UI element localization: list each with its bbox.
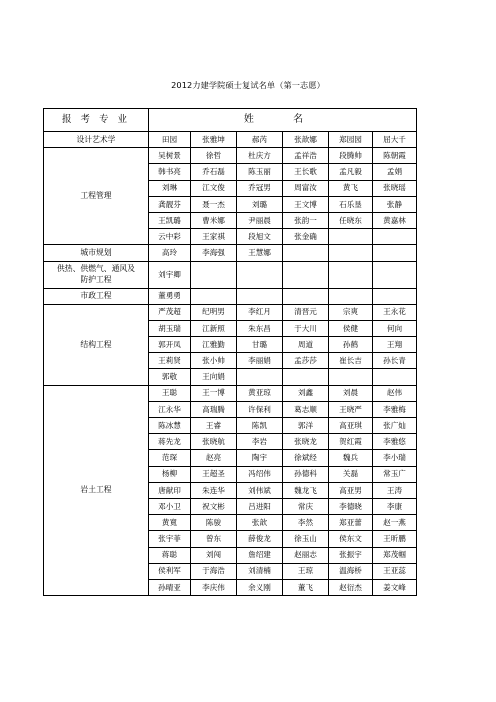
table-row xyxy=(44,245,461,261)
major-line: 防护工程 xyxy=(80,274,112,284)
name-cell: 尹丽晨 xyxy=(237,212,283,228)
name-cell: 高亚男 xyxy=(329,482,373,498)
name-cell: 石乐垦 xyxy=(329,196,373,212)
name-cell: 葛志顺 xyxy=(283,401,329,417)
blank-cell xyxy=(417,304,461,320)
name-cell: 孙晴亚 xyxy=(149,579,191,595)
name-cell: 温海桥 xyxy=(329,563,373,579)
blank-cell xyxy=(417,148,461,164)
blank-cell xyxy=(417,434,461,450)
name-cell: 江雅勤 xyxy=(191,337,237,353)
name-cell: 何向 xyxy=(373,320,417,336)
name-cell: 江新照 xyxy=(191,320,237,336)
table-row xyxy=(44,261,461,288)
name-cell: 周道 xyxy=(283,337,329,353)
header-names: 姓 名 xyxy=(149,109,417,132)
candidate-table xyxy=(43,108,461,596)
blank-cell xyxy=(417,180,461,196)
name-cell: 黄嘉林 xyxy=(373,212,417,228)
blank-cell xyxy=(417,466,461,482)
name-cell: 侯东文 xyxy=(329,531,373,547)
name-cell: 李然 xyxy=(283,515,329,531)
name-cell: 徐哲 xyxy=(191,148,237,164)
name-cell xyxy=(237,369,283,385)
name-cell: 周富汝 xyxy=(283,180,329,196)
name-cell: 陈骏 xyxy=(191,515,237,531)
name-cell: 孙鹤 xyxy=(329,337,373,353)
name-cell: 段腾帅 xyxy=(329,148,373,164)
blank-cell xyxy=(417,369,461,385)
name-cell: 韩书亮 xyxy=(149,164,191,180)
name-cell: 崔长吉 xyxy=(329,353,373,369)
major-line: 供热、供燃气、通风及 xyxy=(57,263,135,273)
name-cell: 陈朝霞 xyxy=(373,148,417,164)
name-cell: 李丽娟 xyxy=(237,353,283,369)
name-cell: 纪明男 xyxy=(191,304,237,320)
blank-cell xyxy=(417,261,461,288)
name-cell: 魏兵 xyxy=(329,450,373,466)
blank-cell xyxy=(417,482,461,498)
name-cell: 乔石磊 xyxy=(191,164,237,180)
name-cell: 董勇勇 xyxy=(149,288,191,304)
major-cell: 工程管理 xyxy=(44,148,149,245)
name-cell: 李康 xyxy=(373,498,417,514)
name-cell: 范琛 xyxy=(149,450,191,466)
name-cell: 赵伟 xyxy=(373,385,417,401)
name-cell: 聂一杰 xyxy=(191,196,237,212)
blank-cell xyxy=(417,515,461,531)
name-cell: 冯绍伟 xyxy=(237,466,283,482)
name-cell: 薛俊龙 xyxy=(237,531,283,547)
name-cell: 张振宇 xyxy=(329,547,373,563)
table-row xyxy=(44,132,461,148)
name-cell: 陈冰慧 xyxy=(149,418,191,434)
name-cell: 詹绍建 xyxy=(237,547,283,563)
name-cell xyxy=(283,261,329,288)
name-cell: 张晓龙 xyxy=(283,434,329,450)
name-cell: 蒋聪 xyxy=(149,547,191,563)
name-cell: 常玉广 xyxy=(373,466,417,482)
name-cell: 王琼 xyxy=(283,563,329,579)
blank-cell xyxy=(417,196,461,212)
major-cell: 岩土工程 xyxy=(44,385,149,595)
name-cell xyxy=(237,261,283,288)
name-cell: 黄寬 xyxy=(149,515,191,531)
name-cell: 王晓严 xyxy=(329,401,373,417)
name-cell: 宗爽 xyxy=(329,304,373,320)
blank-cell xyxy=(417,212,461,228)
name-cell: 张韵一 xyxy=(283,212,329,228)
name-cell: 朱连华 xyxy=(191,482,237,498)
name-cell: 孟凡毅 xyxy=(329,164,373,180)
name-cell: 李红月 xyxy=(237,304,283,320)
blank-cell xyxy=(417,450,461,466)
blank-cell xyxy=(417,563,461,579)
name-cell: 张歆娜 xyxy=(283,132,329,148)
name-cell: 张广灿 xyxy=(373,418,417,434)
name-cell: 朱东昌 xyxy=(237,320,283,336)
name-cell: 王翔 xyxy=(373,337,417,353)
name-cell: 王永花 xyxy=(373,304,417,320)
blank-cell xyxy=(417,288,461,304)
name-cell: 孟娟 xyxy=(373,164,417,180)
blank-cell xyxy=(417,353,461,369)
name-cell: 李岩 xyxy=(237,434,283,450)
name-cell xyxy=(191,288,237,304)
name-cell: 余义刚 xyxy=(237,579,283,595)
name-cell: 李海强 xyxy=(191,245,237,261)
name-cell xyxy=(329,261,373,288)
blank-cell xyxy=(417,418,461,434)
name-cell: 张宇菲 xyxy=(149,531,191,547)
name-cell: 田园 xyxy=(149,132,191,148)
header-row xyxy=(44,109,461,132)
major-cell: 市政工程 xyxy=(44,288,149,304)
name-cell: 龚靓芬 xyxy=(149,196,191,212)
name-cell: 屈大千 xyxy=(373,132,417,148)
name-cell: 陈玉丽 xyxy=(237,164,283,180)
name-cell: 任晓东 xyxy=(329,212,373,228)
name-cell: 黄飞 xyxy=(329,180,373,196)
name-cell: 徐斌经 xyxy=(283,450,329,466)
name-cell: 严茂超 xyxy=(149,304,191,320)
blank-cell xyxy=(417,385,461,401)
blank-cell xyxy=(417,337,461,353)
name-cell xyxy=(329,245,373,261)
blank-cell xyxy=(417,132,461,148)
name-cell: 乔冠男 xyxy=(237,180,283,196)
name-cell xyxy=(191,261,237,288)
name-cell: 邓小卫 xyxy=(149,498,191,514)
name-cell: 常庆 xyxy=(283,498,329,514)
name-cell: 江文俊 xyxy=(191,180,237,196)
name-cell: 王莉贤 xyxy=(149,353,191,369)
name-cell: 赵亮 xyxy=(191,450,237,466)
name-cell: 江永华 xyxy=(149,401,191,417)
name-cell: 吕进阳 xyxy=(237,498,283,514)
name-cell: 郝芮 xyxy=(237,132,283,148)
name-cell: 王一博 xyxy=(191,385,237,401)
name-cell: 王亚蕊 xyxy=(373,563,417,579)
name-cell: 甘璐 xyxy=(237,337,283,353)
table-row xyxy=(44,385,461,401)
name-cell: 张晓瑶 xyxy=(373,180,417,196)
name-cell: 孙德科 xyxy=(283,466,329,482)
name-cell: 赵一燕 xyxy=(373,515,417,531)
name-cell: 于海浩 xyxy=(191,563,237,579)
name-cell: 于大川 xyxy=(283,320,329,336)
name-cell: 王凯璐 xyxy=(149,212,191,228)
name-cell: 王文博 xyxy=(283,196,329,212)
name-cell: 李德晓 xyxy=(329,498,373,514)
blank-cell xyxy=(417,320,461,336)
name-cell: 刘鑫 xyxy=(283,385,329,401)
major-cell: 城市规划 xyxy=(44,245,149,261)
name-cell xyxy=(373,245,417,261)
header-major: 报 考 专 业 xyxy=(44,109,149,132)
major-cell xyxy=(44,261,149,288)
name-cell: 杜庆方 xyxy=(237,148,283,164)
name-cell: 郭开凤 xyxy=(149,337,191,353)
name-cell: 张雅坤 xyxy=(191,132,237,148)
name-cell xyxy=(283,288,329,304)
name-cell: 王向娟 xyxy=(191,369,237,385)
name-cell: 贺红霞 xyxy=(329,434,373,450)
blank-cell xyxy=(417,401,461,417)
name-cell: 许保利 xyxy=(237,401,283,417)
name-cell: 陶宇 xyxy=(237,450,283,466)
name-cell: 赵衍杰 xyxy=(329,579,373,595)
name-cell: 董飞 xyxy=(283,579,329,595)
name-cell: 王聪 xyxy=(149,385,191,401)
name-cell: 王慧娜 xyxy=(237,245,283,261)
blank-cell xyxy=(417,229,461,245)
name-cell: 李雅梅 xyxy=(373,401,417,417)
name-cell xyxy=(329,369,373,385)
name-cell xyxy=(237,288,283,304)
name-cell: 关磊 xyxy=(329,466,373,482)
name-cell: 王超圣 xyxy=(191,466,237,482)
name-cell: 赵丽志 xyxy=(283,547,329,563)
blank-cell xyxy=(417,245,461,261)
major-cell: 设计艺术学 xyxy=(44,132,149,148)
name-cell: 刘晨 xyxy=(329,385,373,401)
name-cell: 王涛 xyxy=(373,482,417,498)
name-cell xyxy=(373,288,417,304)
name-cell: 刘琳 xyxy=(149,180,191,196)
table-row xyxy=(44,304,461,320)
page-title: 2012力建学院硕士复试名单（第一志愿） xyxy=(171,80,325,90)
name-cell: 姜文峰 xyxy=(373,579,417,595)
blank-cell xyxy=(417,498,461,514)
name-cell: 孟祥浩 xyxy=(283,148,329,164)
name-cell: 清晋元 xyxy=(283,304,329,320)
name-cell: 王睿 xyxy=(191,418,237,434)
name-cell: 胡玉瑞 xyxy=(149,320,191,336)
name-cell: 王家祺 xyxy=(191,229,237,245)
name-cell: 张小帅 xyxy=(191,353,237,369)
blank-cell xyxy=(417,547,461,563)
name-cell: 刘闯 xyxy=(191,547,237,563)
name-cell: 高玲 xyxy=(149,245,191,261)
name-cell: 侯健 xyxy=(329,320,373,336)
blank-cell xyxy=(417,531,461,547)
name-cell: 刘宇卿 xyxy=(149,261,191,288)
name-cell: 高亚琪 xyxy=(329,418,373,434)
name-cell: 吴树景 xyxy=(149,148,191,164)
name-cell: 刘璐 xyxy=(237,196,283,212)
name-cell xyxy=(329,288,373,304)
name-cell: 蒋先龙 xyxy=(149,434,191,450)
name-cell: 刘伟斌 xyxy=(237,482,283,498)
name-cell: 魏龙飞 xyxy=(283,482,329,498)
name-cell: 张静 xyxy=(373,196,417,212)
name-cell: 张晓航 xyxy=(191,434,237,450)
name-cell: 郑亚蕾 xyxy=(329,515,373,531)
name-cell: 张歆 xyxy=(237,515,283,531)
name-cell: 王昕鹏 xyxy=(373,531,417,547)
name-cell: 郑园园 xyxy=(329,132,373,148)
name-cell: 李庆伟 xyxy=(191,579,237,595)
name-cell: 杨柳 xyxy=(149,466,191,482)
name-cell: 云中彩 xyxy=(149,229,191,245)
table-row xyxy=(44,148,461,164)
name-cell: 李雅悠 xyxy=(373,434,417,450)
name-cell: 黄亚琼 xyxy=(237,385,283,401)
name-cell xyxy=(373,369,417,385)
name-cell: 侯利军 xyxy=(149,563,191,579)
blank-cell xyxy=(417,164,461,180)
name-cell: 孟莎莎 xyxy=(283,353,329,369)
name-cell xyxy=(283,245,329,261)
name-cell: 唐献印 xyxy=(149,482,191,498)
name-cell: 张金确 xyxy=(283,229,329,245)
name-cell: 郭敬 xyxy=(149,369,191,385)
name-cell: 王长歌 xyxy=(283,164,329,180)
name-cell xyxy=(283,369,329,385)
name-cell: 郑茂帼 xyxy=(373,547,417,563)
name-cell xyxy=(373,261,417,288)
name-cell: 郭洋 xyxy=(283,418,329,434)
name-cell: 陈凯 xyxy=(237,418,283,434)
blank-cell xyxy=(417,579,461,595)
name-cell: 孙长青 xyxy=(373,353,417,369)
name-cell: 刘清楠 xyxy=(237,563,283,579)
table-row xyxy=(44,288,461,304)
name-cell: 曾东 xyxy=(191,531,237,547)
major-cell: 结构工程 xyxy=(44,304,149,385)
name-cell: 李小瑞 xyxy=(373,450,417,466)
header-blank xyxy=(417,109,461,132)
name-cell: 徐玉山 xyxy=(283,531,329,547)
name-cell xyxy=(329,229,373,245)
name-cell xyxy=(373,229,417,245)
name-cell: 祝文彬 xyxy=(191,498,237,514)
name-cell: 段旭文 xyxy=(237,229,283,245)
name-cell: 高瑞腾 xyxy=(191,401,237,417)
name-cell: 曹米娜 xyxy=(191,212,237,228)
